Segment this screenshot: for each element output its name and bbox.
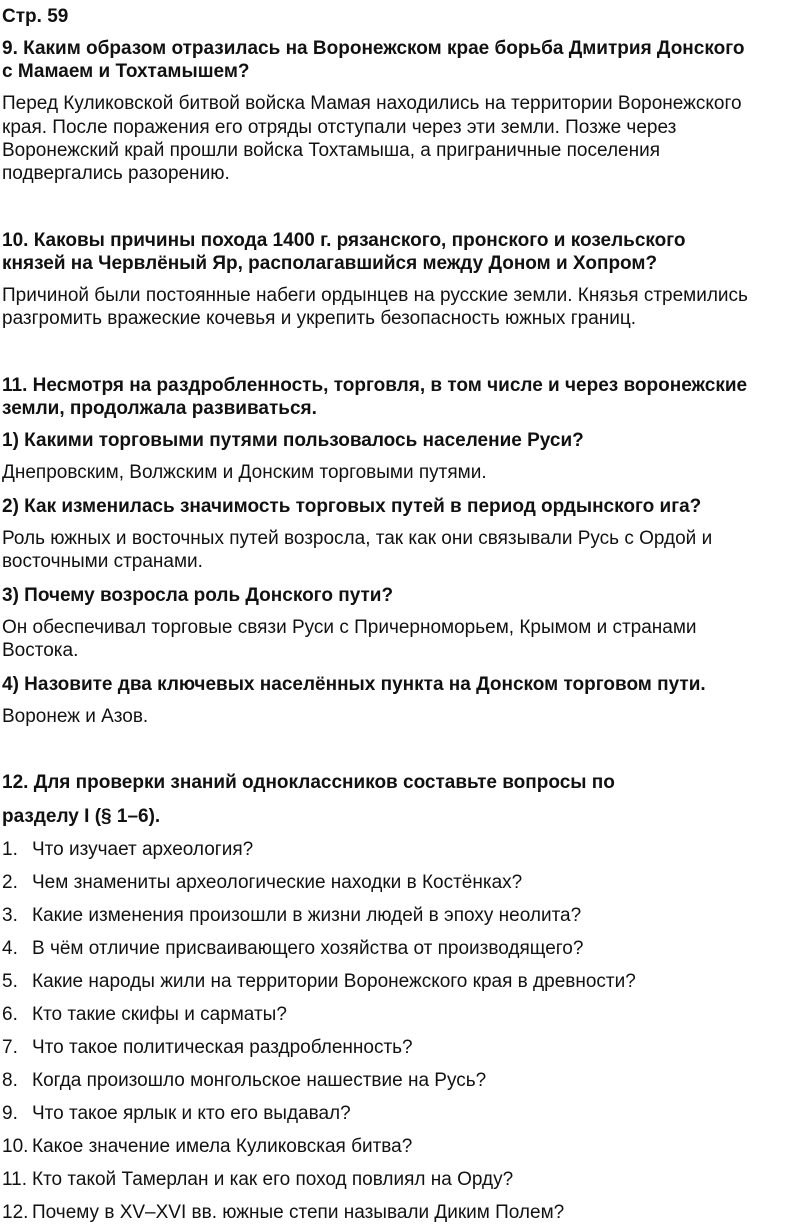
q12-list-item (2, 1201, 564, 1225)
q12-title-line1: 12. Для проверки знаний одноклассников составьте вопросы по (2, 772, 615, 793)
list-item-text: Когда произошло монгольское нашествие на Русь? (32, 1070, 487, 1091)
list-item-text: Что такое ярлык и кто его выдавал? (32, 1103, 351, 1124)
q12-list-item (2, 838, 253, 862)
q12-list-item (2, 970, 636, 994)
q9-title-line1: 9. Каким образом отразилась на Воронежском крае борьба Дмитрия Донского (2, 38, 745, 59)
list-item-text: Какие изменения произошли в жизни людей в эпоху неолита? (32, 905, 582, 926)
q11-title-line1: 11. Несмотря на раздробленность, торговля, в том числе и через воронежские (2, 375, 748, 396)
q10-title-line2: князей на Червлёный Яр, располагавшийся между Доном и Хопром? (2, 253, 658, 274)
list-item-text: Чем знамениты археологические находки в Костёнках? (32, 872, 523, 893)
page-label: Стр. 59 (2, 6, 69, 27)
q11-title-line2: земли, продолжала развиваться. (2, 398, 317, 419)
q11-sub4-question: 4) Назовите два ключевых населённых пункта на Донском торговом пути. (2, 674, 706, 695)
q12-list-item (2, 937, 583, 961)
q11-sub1-question: 1) Какими торговыми путями пользовалось население Руси? (2, 430, 584, 451)
q11-sub3-question: 3) Почему возросла роль Донского пути? (2, 585, 394, 606)
list-item-number: 1. (2, 839, 18, 860)
q11-sub4-answer: Воронеж и Азов. (2, 706, 149, 727)
list-item-text: Какие народы жили на территории Воронежского края в древности? (32, 971, 636, 992)
list-item-text: В чём отличие присваивающего хозяйства от производящего? (32, 938, 584, 959)
q9-answer-line: подвергались разорению. (2, 163, 230, 184)
q11-sub3-answer: Он обеспечивал торговые связи Руси с Причерноморьем, Крымом и странами (2, 617, 697, 638)
q10-answer-line: разгромить вражеские кочевья и укрепить безопасность южных границ. (2, 308, 637, 329)
list-item-number: 12. (2, 1202, 29, 1223)
list-item-number: 5. (2, 971, 18, 992)
q11-sub2-answer: Роль южных и восточных путей возросла, так как они связывали Русь с Ордой и (2, 528, 713, 549)
list-item-number: 6. (2, 1004, 18, 1025)
q12-title-line2: разделу I (§ 1–6). (2, 806, 161, 827)
list-item-text: Что такое политическая раздробленность? (32, 1037, 413, 1058)
list-item-number: 4. (2, 938, 18, 959)
q9-answer-line: Воронежский край прошли войска Тохтамыша, а приграничные поселения (2, 140, 660, 161)
list-item-number: 2. (2, 872, 18, 893)
q12-list-item (2, 1102, 351, 1126)
q12-list-item (2, 1135, 412, 1159)
list-item-number: 10. (2, 1136, 29, 1157)
q11-sub2-answer: восточными странами. (2, 551, 203, 572)
list-item-number: 7. (2, 1037, 18, 1058)
list-item-number: 8. (2, 1070, 18, 1091)
q9-answer-line: края. После поражения его отряды отступали через эти земли. Позже через (2, 117, 677, 138)
list-item-number: 11. (2, 1169, 28, 1190)
q12-list-item (2, 1168, 513, 1192)
list-item-text: Почему в XV–XVI вв. южные степи называли Диким Полем? (32, 1202, 565, 1223)
q12-list-item (2, 871, 522, 895)
list-item-text: Какое значение имела Куликовская битва? (32, 1136, 413, 1157)
list-item-text: Кто такие скифы и сарматы? (32, 1004, 287, 1025)
list-item-text: Кто такой Тамерлан и как его поход повлиял на Орду? (32, 1169, 514, 1190)
q12-list-item (2, 904, 581, 928)
q9-answer-line: Перед Куликовской битвой войска Мамая находились на территории Воронежского (2, 93, 742, 114)
list-item-number: 3. (2, 905, 18, 926)
list-item-text: Что изучает археология? (32, 839, 254, 860)
q10-title-line1: 10. Каковы причины похода 1400 г. рязанского, пронского и козельского (2, 230, 686, 251)
q11-sub1-answer: Днепровским, Волжским и Донским торговыми путями. (2, 462, 487, 483)
q12-list-item (2, 1003, 287, 1027)
q11-sub2-question: 2) Как изменилась значимость торговых путей в период ордынского ига? (2, 496, 702, 517)
q11-sub3-answer: Востока. (2, 640, 79, 661)
q10-answer-line: Причиной были постоянные набеги ордынцев на русские земли. Князья стремились (2, 285, 748, 306)
q12-list-item (2, 1069, 486, 1093)
list-item-number: 9. (2, 1103, 18, 1124)
q9-title-line2: с Мамаем и Тохтамышем? (2, 61, 250, 82)
q12-list-item (2, 1036, 413, 1060)
